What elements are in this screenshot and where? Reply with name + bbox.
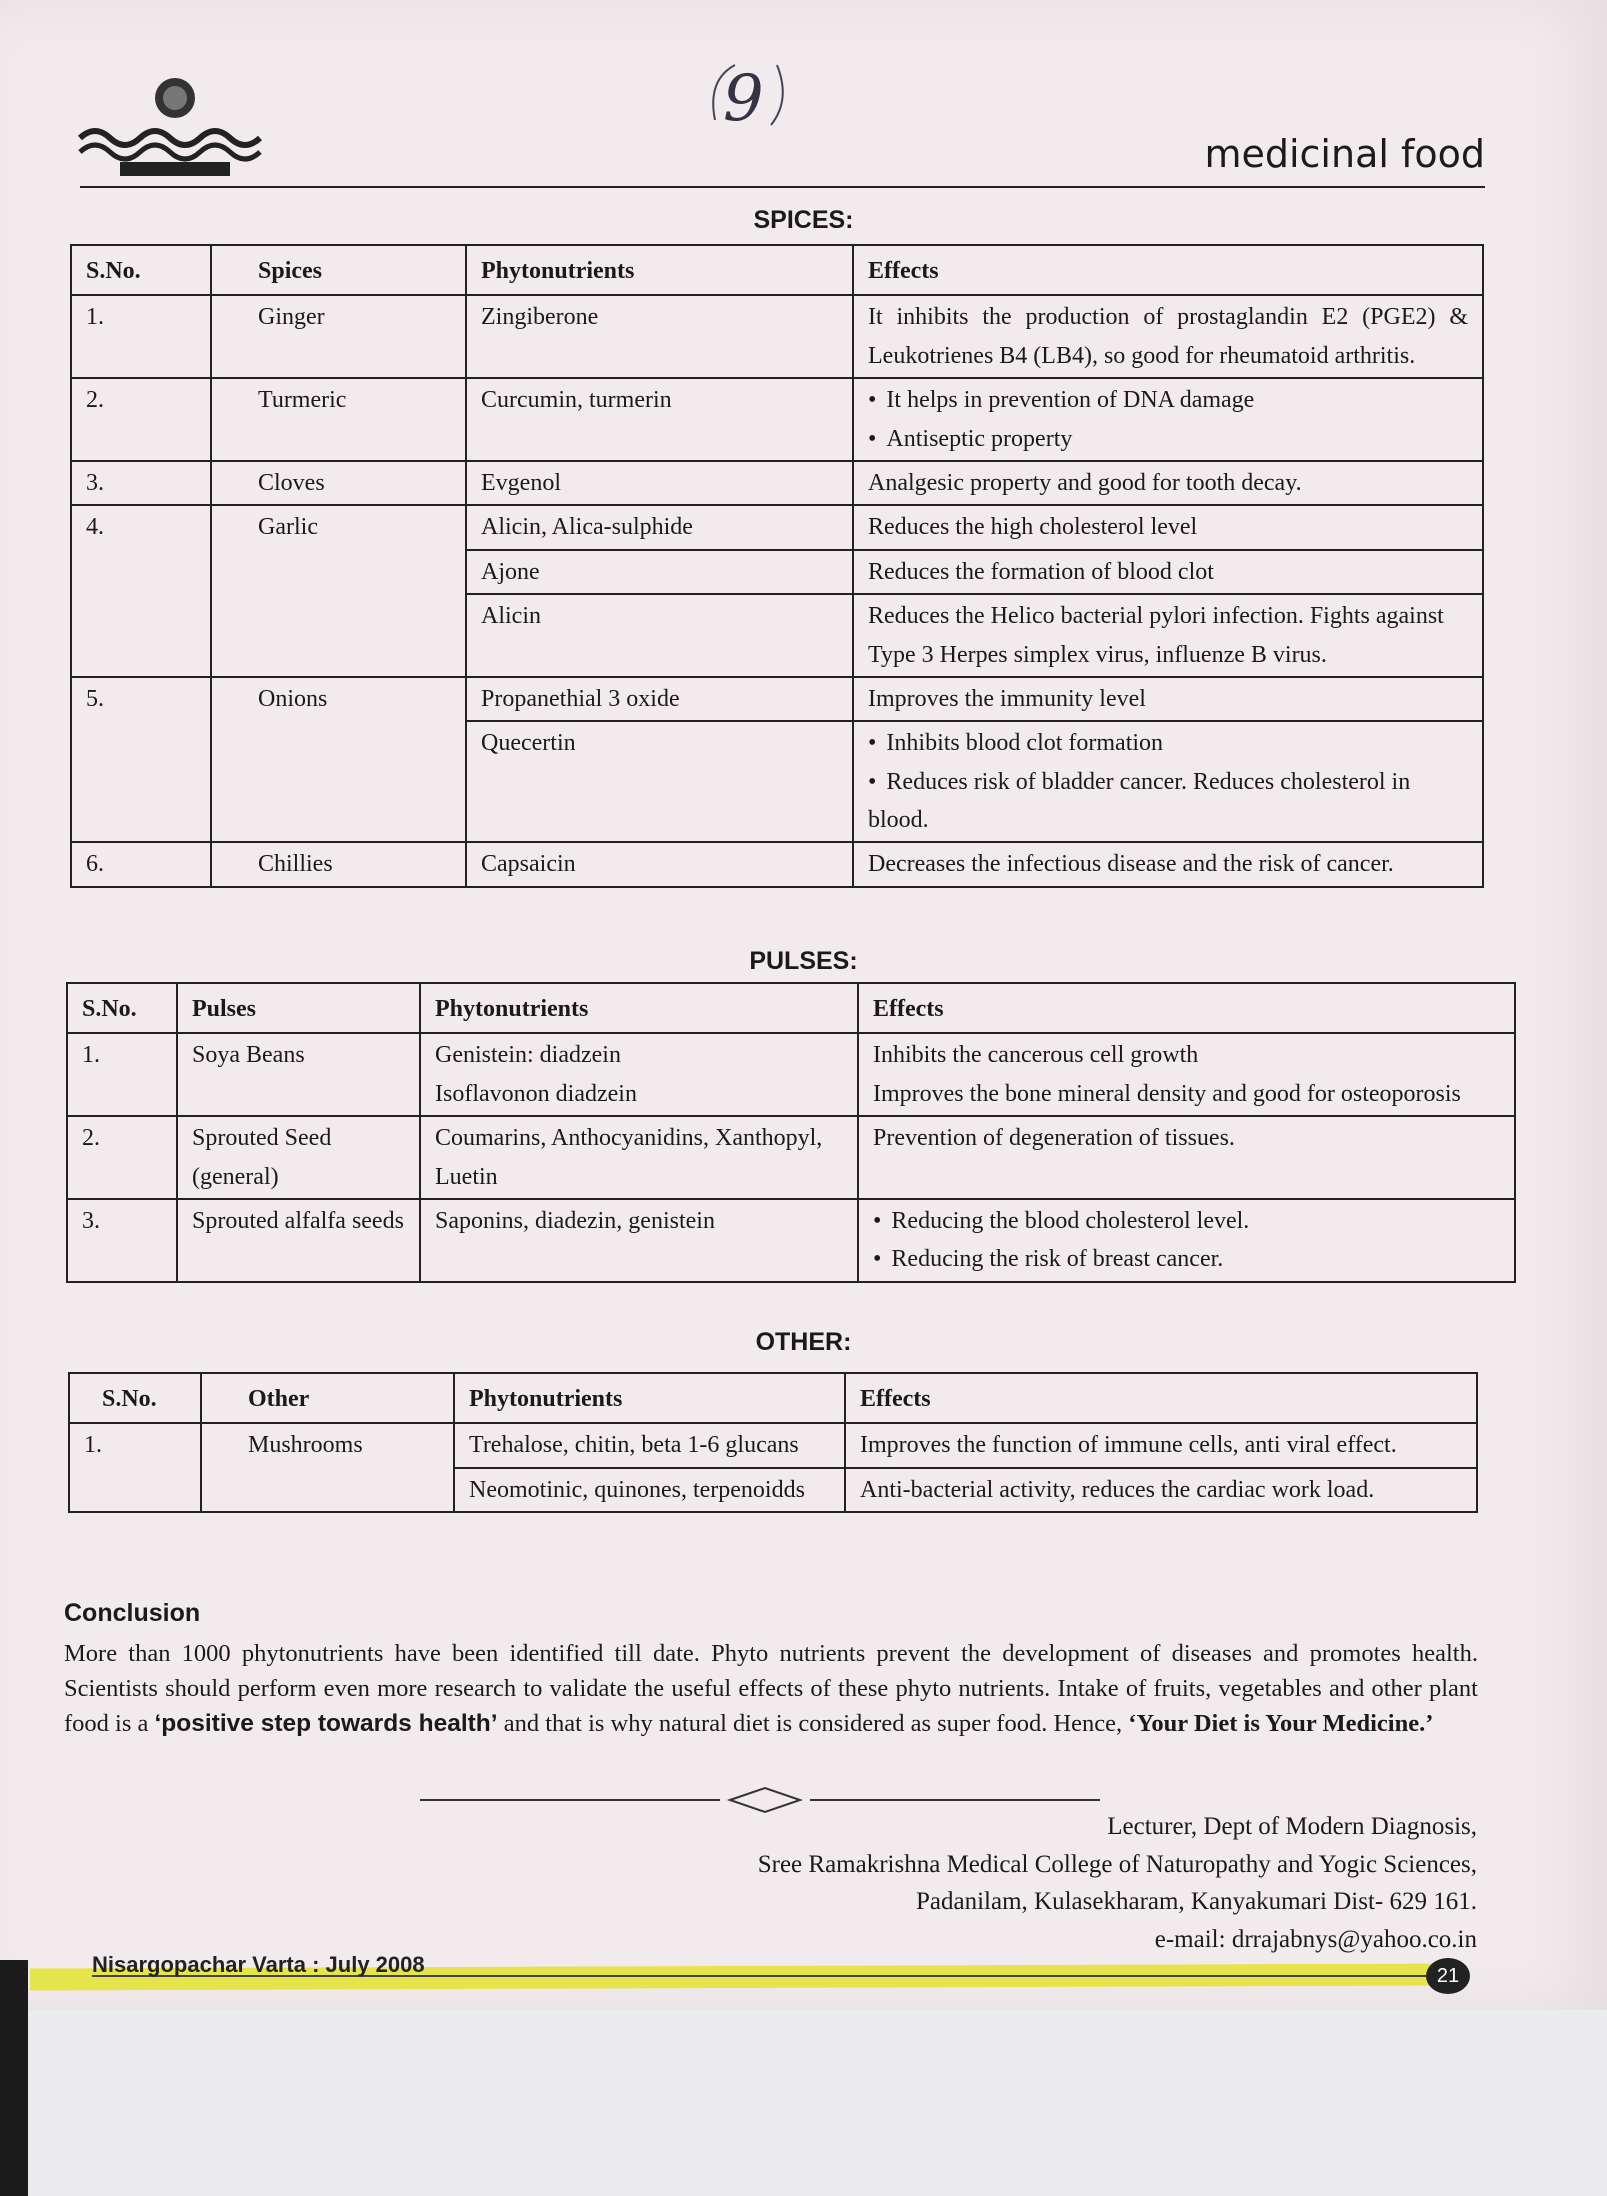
phyto-cell <box>420 1033 858 1116</box>
other-heading: OTHER: <box>755 1328 852 1356</box>
effect-bullet: • It helps in prevention of DNA damage <box>868 381 1468 419</box>
sno-cell: 1. <box>67 1033 177 1116</box>
conclusion-motto: ‘Your Diet is Your Medicine.’ <box>1128 1709 1434 1737</box>
table-row <box>71 461 1483 505</box>
author-address: Padanilam, Kulasekharam, Kanyakumari Dist- 629 161. <box>916 1888 1477 1915</box>
effects-cell: Prevention of degeneration of tissues. <box>858 1116 1515 1199</box>
col-phytonutrients: Phytonutrients <box>420 983 858 1033</box>
col-phytonutrients: Phytonutrients <box>454 1373 845 1423</box>
spice-name-cell: Cloves <box>211 461 466 505</box>
pulses-table <box>66 982 1516 1283</box>
effects-cell: Improves the immunity level <box>853 677 1483 721</box>
phyto-cell: Quecertin <box>466 721 853 842</box>
spices-table <box>70 244 1484 888</box>
sno-cell: 3. <box>71 461 211 505</box>
handwritten-page-mark <box>705 50 795 140</box>
col-sno: S.No. <box>67 983 177 1033</box>
author-email: e-mail: drrajabnys@yahoo.co.in <box>1154 1925 1477 1953</box>
sno-cell: 2. <box>67 1116 177 1199</box>
col-phytonutrients: Phytonutrients <box>466 245 853 295</box>
sno-cell: 5. <box>71 677 211 843</box>
phyto-cell: Coumarins, Anthocyanidins, Xanthopyl, Luetin <box>420 1116 858 1199</box>
spice-name-cell: Chillies <box>211 842 466 886</box>
sno-cell: 2. <box>71 378 211 461</box>
col-effects: Effects <box>853 245 1483 295</box>
page-number: 21 <box>1426 1958 1470 1994</box>
table-row <box>71 378 1483 461</box>
effects-cell <box>853 721 1483 842</box>
table-row <box>67 1199 1515 1282</box>
conclusion-emphasis: ‘positive step towards health’ <box>154 1709 498 1737</box>
phyto-cell: Evgenol <box>466 461 853 505</box>
effect-bullet: • Reduces risk of bladder cancer. Reduces cholesterol in blood. <box>868 763 1468 840</box>
publication-footer: Nisargopachar Varta : July 2008 <box>92 1952 425 1977</box>
phyto-cell: Curcumin, turmerin <box>466 378 853 461</box>
col-sno: S.No. <box>71 245 211 295</box>
pulse-name-cell: Soya Beans <box>177 1033 420 1116</box>
phyto-line: Genistein: diadzein <box>435 1042 621 1069</box>
phyto-cell: Zingiberone <box>466 295 853 378</box>
effects-cell <box>858 1199 1515 1282</box>
col-effects: Effects <box>858 983 1515 1033</box>
effect-bullet: • Reducing the risk of breast cancer. <box>873 1240 1500 1278</box>
spices-heading: SPICES: <box>753 206 854 234</box>
sno-cell: 6. <box>71 842 211 886</box>
table-header-row <box>67 983 1515 1033</box>
author-title: Lecturer, Dept of Modern Diagnosis, <box>1107 1813 1477 1840</box>
table-row <box>71 842 1483 886</box>
spice-name-cell: Turmeric <box>211 378 466 461</box>
phyto-cell: Alicin, Alica-sulphide <box>466 505 853 549</box>
conclusion-text: More than 1000 phytonutrients have been identified till date. Phyto nutrients prevent the development of diseases and promotes health. Scientists should perform even more research to validate the useful effects of these phyto nutrients. Intake of fruits, vegetables and other plant food is a <box>64 1639 1478 1737</box>
col-sno: S.No. <box>69 1373 201 1423</box>
effects-cell <box>853 378 1483 461</box>
table-row <box>69 1423 1477 1467</box>
table-row <box>67 1033 1515 1116</box>
sno-cell: 4. <box>71 505 211 677</box>
table-row <box>71 677 1483 721</box>
scanner-background <box>0 2010 1607 2196</box>
header-rule <box>80 186 1485 188</box>
pulse-name-cell: Sprouted Seed (general) <box>177 1116 420 1199</box>
spice-name-cell: Garlic <box>211 505 466 677</box>
phyto-cell: Alicin <box>466 594 853 677</box>
col-effects: Effects <box>845 1373 1477 1423</box>
effect-bullet: • Inhibits blood clot formation <box>868 724 1468 762</box>
spice-name-cell: Ginger <box>211 295 466 378</box>
sno-cell: 1. <box>69 1423 201 1512</box>
table-header-row <box>71 245 1483 295</box>
phyto-cell: Trehalose, chitin, beta 1-6 glucans <box>454 1423 845 1467</box>
effects-cell <box>858 1033 1515 1116</box>
author-signature <box>758 1808 1477 1958</box>
scan-edge <box>0 1960 28 2196</box>
phyto-cell: Saponins, diadezin, genistein <box>420 1199 858 1282</box>
magazine-logo <box>70 70 280 180</box>
effects-cell: Anti-bacterial activity, reduces the cardiac work load. <box>845 1468 1477 1512</box>
col-pulses: Pulses <box>177 983 420 1033</box>
phyto-cell: Ajone <box>466 550 853 594</box>
phyto-cell: Neomotinic, quinones, terpenoidds <box>454 1468 845 1512</box>
effects-cell: Reduces the high cholesterol level <box>853 505 1483 549</box>
col-other: Other <box>201 1373 454 1423</box>
effects-cell: Reduces the formation of blood clot <box>853 550 1483 594</box>
sno-cell: 3. <box>67 1199 177 1282</box>
svg-text:9: 9 <box>723 62 764 136</box>
conclusion-title: Conclusion <box>64 1599 201 1627</box>
effect-line: Improves the bone mineral density and good for osteoporosis <box>873 1080 1461 1107</box>
effect-line: Inhibits the cancerous cell growth <box>873 1042 1199 1069</box>
spice-name-cell: Onions <box>211 677 466 843</box>
col-spices: Spices <box>211 245 466 295</box>
phyto-cell: Capsaicin <box>466 842 853 886</box>
effects-cell: Analgesic property and good for tooth decay. <box>853 461 1483 505</box>
effect-bullet: • Reducing the blood cholesterol level. <box>873 1202 1500 1240</box>
effects-cell: Reduces the Helico bacterial pylori infection. Fights against Type 3 Herpes simplex virus, influenze B virus. <box>853 594 1483 677</box>
sno-cell: 1. <box>71 295 211 378</box>
other-name-cell: Mushrooms <box>201 1423 454 1512</box>
section-title: medicinal food <box>1204 132 1485 176</box>
other-table <box>68 1372 1478 1513</box>
author-college: Sree Ramakrishna Medical College of Naturopathy and Yogic Sciences, <box>757 1850 1477 1878</box>
table-row <box>71 295 1483 378</box>
effect-bullet: • Antiseptic property <box>868 420 1468 458</box>
effects-cell: Improves the function of immune cells, anti viral effect. <box>845 1423 1477 1467</box>
effects-cell: It inhibits the production of prostaglandin E2 (PGE2) & Leukotrienes B4 (LB4), so good for rheumatoid arthritis. <box>853 295 1483 378</box>
pulses-heading: PULSES: <box>749 947 858 975</box>
table-header-row <box>69 1373 1477 1423</box>
pulse-name-cell: Sprouted alfalfa seeds <box>177 1199 420 1282</box>
conclusion-section <box>64 1596 1478 1741</box>
phyto-line: Isoflavonon diadzein <box>435 1080 637 1107</box>
conclusion-text: and that is why natural diet is considered as super food. Hence, <box>497 1709 1129 1737</box>
effects-cell: Decreases the infectious disease and the risk of cancer. <box>853 842 1483 886</box>
table-row <box>71 505 1483 549</box>
table-row <box>67 1116 1515 1199</box>
phyto-cell: Propanethial 3 oxide <box>466 677 853 721</box>
